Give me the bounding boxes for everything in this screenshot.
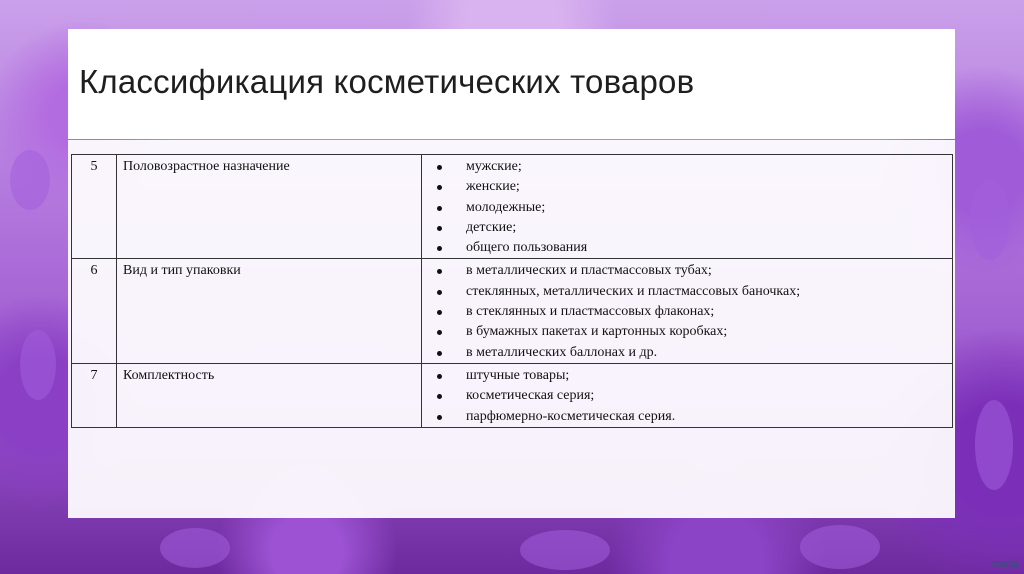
row-number: 7: [72, 363, 117, 427]
list-item: в бумажных пакетах и картонных коробках;: [428, 322, 946, 342]
list-item: молодежные;: [428, 198, 946, 218]
row-number: 5: [72, 155, 117, 259]
bullet-list: [428, 157, 946, 258]
flower-shape: [970, 180, 1010, 260]
title-panel: [68, 29, 955, 139]
content-panel: [68, 140, 955, 518]
list-item: детские;: [428, 218, 946, 238]
category-values: [422, 155, 953, 259]
category-name: Вид и тип упаковки: [117, 259, 422, 363]
flower-shape: [520, 530, 610, 570]
row-number: 6: [72, 259, 117, 363]
category-values: [422, 259, 953, 363]
list-item: штучные товары;: [428, 366, 946, 386]
bullet-list: [428, 366, 946, 427]
table-row: [72, 155, 953, 259]
bullet-list: [428, 261, 946, 362]
list-item: общего пользования: [428, 238, 946, 258]
flower-shape: [975, 400, 1013, 490]
list-item: в стеклянных и пластмассовых флаконах;: [428, 302, 946, 322]
list-item: косметическая серия;: [428, 386, 946, 406]
category-values: [422, 363, 953, 427]
classification-table: [71, 154, 953, 428]
watermark-logo: mota: [991, 558, 1018, 570]
flower-shape: [10, 150, 50, 210]
list-item: стеклянных, металлических и пластмассовых баночках;: [428, 282, 946, 302]
list-item: парфюмерно-косметическая серия.: [428, 407, 946, 427]
flower-shape: [20, 330, 56, 400]
list-item: в металлических баллонах и др.: [428, 343, 946, 363]
table-row: [72, 363, 953, 427]
table-row: [72, 259, 953, 363]
list-item: мужские;: [428, 157, 946, 177]
slide-title: Классификация косметических товаров: [79, 63, 695, 100]
flower-shape: [800, 525, 880, 569]
list-item: женские;: [428, 177, 946, 197]
category-name: Половозрастное назначение: [117, 155, 422, 259]
category-name: Комплектность: [117, 363, 422, 427]
list-item: в металлических и пластмассовых тубах;: [428, 261, 946, 281]
flower-shape: [160, 528, 230, 568]
